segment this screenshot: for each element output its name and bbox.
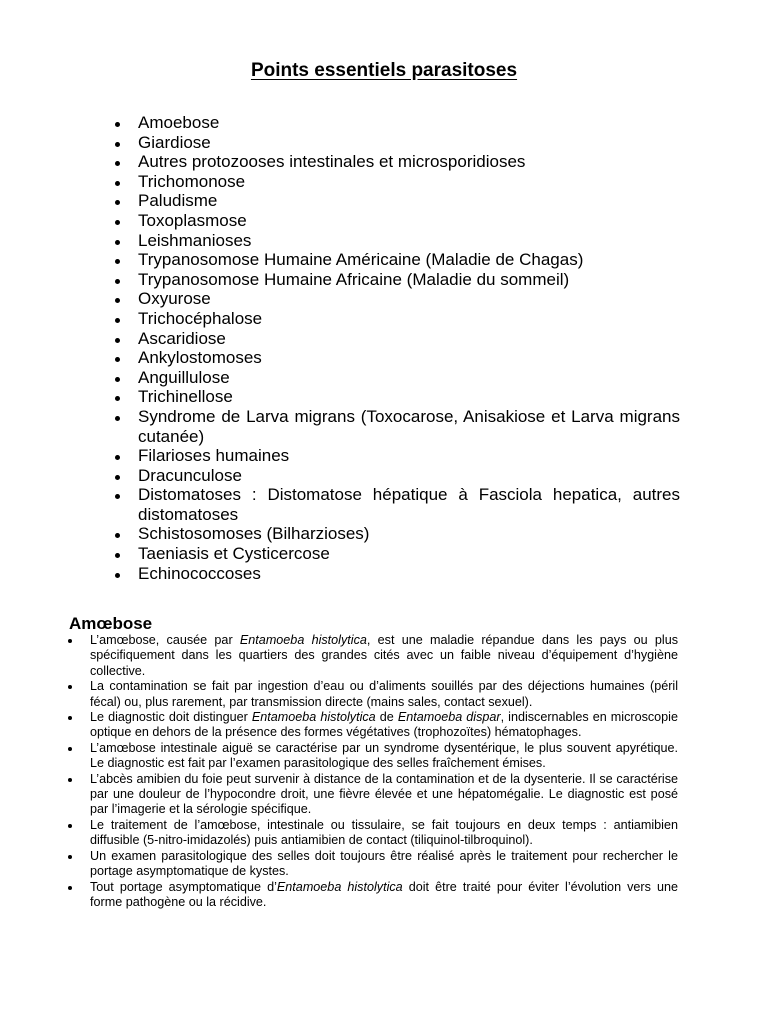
topic-item: Echinococcoses bbox=[110, 564, 680, 584]
topic-item: Trichomonose bbox=[110, 172, 680, 192]
key-point bbox=[64, 880, 678, 911]
topic-item: Syndrome de Larva migrans (Toxocarose, Anisakiose et Larva migrans cutanée) bbox=[110, 407, 680, 446]
key-point-text: Le diagnostic doit distinguer bbox=[90, 710, 252, 725]
key-point-text: Tout portage asymptomatique d’ bbox=[90, 879, 277, 894]
key-point: L’amœbose intestinale aiguë se caractérise par un syndrome dysentérique, le plus souvent apyrétique. Le diagnostic est fait par l’examen parasitologique des selles fraîchement émises. bbox=[64, 741, 678, 772]
topic-item: Trichinellose bbox=[110, 387, 680, 407]
key-point: La contamination se fait par ingestion d’eau ou d’aliments souillés par des déjections humaines (péril fécal) ou, plus rarement, par transmission directe (mains sales, contact sexuel). bbox=[64, 679, 678, 710]
key-point-text: , est une maladie répandue dans les pays ou plus spécifiquement dans les quartiers des grandes cités avec un faible niveau d’équipement d’hygiène collective. bbox=[90, 633, 679, 678]
section-heading: Amœbose bbox=[69, 614, 153, 633]
species-name: Entamoeba dispar bbox=[397, 710, 501, 725]
topic-item: Paludisme bbox=[110, 191, 680, 211]
key-point: Le traitement de l’amœbose, intestinale ou tissulaire, se fait toujours en deux temps : antiamibien diffusible (5-nitro-imidazolés) puis antiamibien de contact (tiliquinol-tilbroquinol). bbox=[64, 818, 678, 849]
key-point bbox=[64, 633, 678, 679]
species-name: Entamoeba histolytica bbox=[251, 710, 376, 725]
topic-list bbox=[110, 113, 680, 583]
species-name: Entamoeba histolytica bbox=[239, 633, 367, 647]
key-point-text: de bbox=[375, 710, 398, 725]
topic-item: Oxyurose bbox=[110, 289, 680, 309]
key-point: L’abcès amibien du foie peut survenir à distance de la contamination et de la dysenterie. Il se caractérise par une douleur de l’hypocondre droit, une fièvre élevée et une hépatomégalie. Le diagnostic est posé par l’imagerie et la sérologie spécifique. bbox=[64, 772, 678, 818]
topic-item: Filarioses humaines bbox=[110, 446, 680, 466]
species-name: Entamoeba histolytica bbox=[276, 879, 403, 894]
topic-item: Trypanosomose Humaine Américaine (Maladie de Chagas) bbox=[110, 250, 680, 270]
topic-item: Autres protozooses intestinales et microsporidioses bbox=[110, 152, 680, 172]
topic-item: Amoebose bbox=[110, 113, 680, 133]
page-title bbox=[0, 60, 768, 82]
topic-item: Schistosomoses (Bilharzioses) bbox=[110, 524, 680, 544]
key-point-text: L’amœbose, causée par bbox=[90, 633, 240, 647]
topic-item: Anguillulose bbox=[110, 368, 680, 388]
key-point-text: , indiscernables en microscopie optique en dehors de la présence des formes végétatives (trophozoïtes) hématophages. bbox=[90, 710, 678, 740]
key-point-text: doit être traité pour éviter l’évolution vers une forme pathogène ou la récidive. bbox=[90, 879, 678, 909]
topic-item: Distomatoses : Distomatose hépatique à Fasciola hepatica, autres distomatoses bbox=[110, 485, 680, 524]
topic-item: Trichocéphalose bbox=[110, 309, 680, 329]
key-point bbox=[64, 710, 678, 741]
topic-item: Dracunculose bbox=[110, 466, 680, 486]
topic-item: Ankylostomoses bbox=[110, 348, 680, 368]
key-point: Un examen parasitologique des selles doit toujours être réalisé après le traitement pour rechercher le portage asymptomatique de kystes. bbox=[64, 849, 678, 880]
topic-item: Taeniasis et Cysticercose bbox=[110, 544, 680, 564]
key-points-list bbox=[64, 633, 678, 910]
topic-item: Trypanosomose Humaine Africaine (Maladie du sommeil) bbox=[110, 270, 680, 290]
topic-item: Toxoplasmose bbox=[110, 211, 680, 231]
topic-item: Leishmanioses bbox=[110, 231, 680, 251]
page-title-text: Points essentiels parasitoses bbox=[250, 60, 518, 81]
topic-item: Ascaridiose bbox=[110, 329, 680, 349]
topic-item: Giardiose bbox=[110, 133, 680, 153]
